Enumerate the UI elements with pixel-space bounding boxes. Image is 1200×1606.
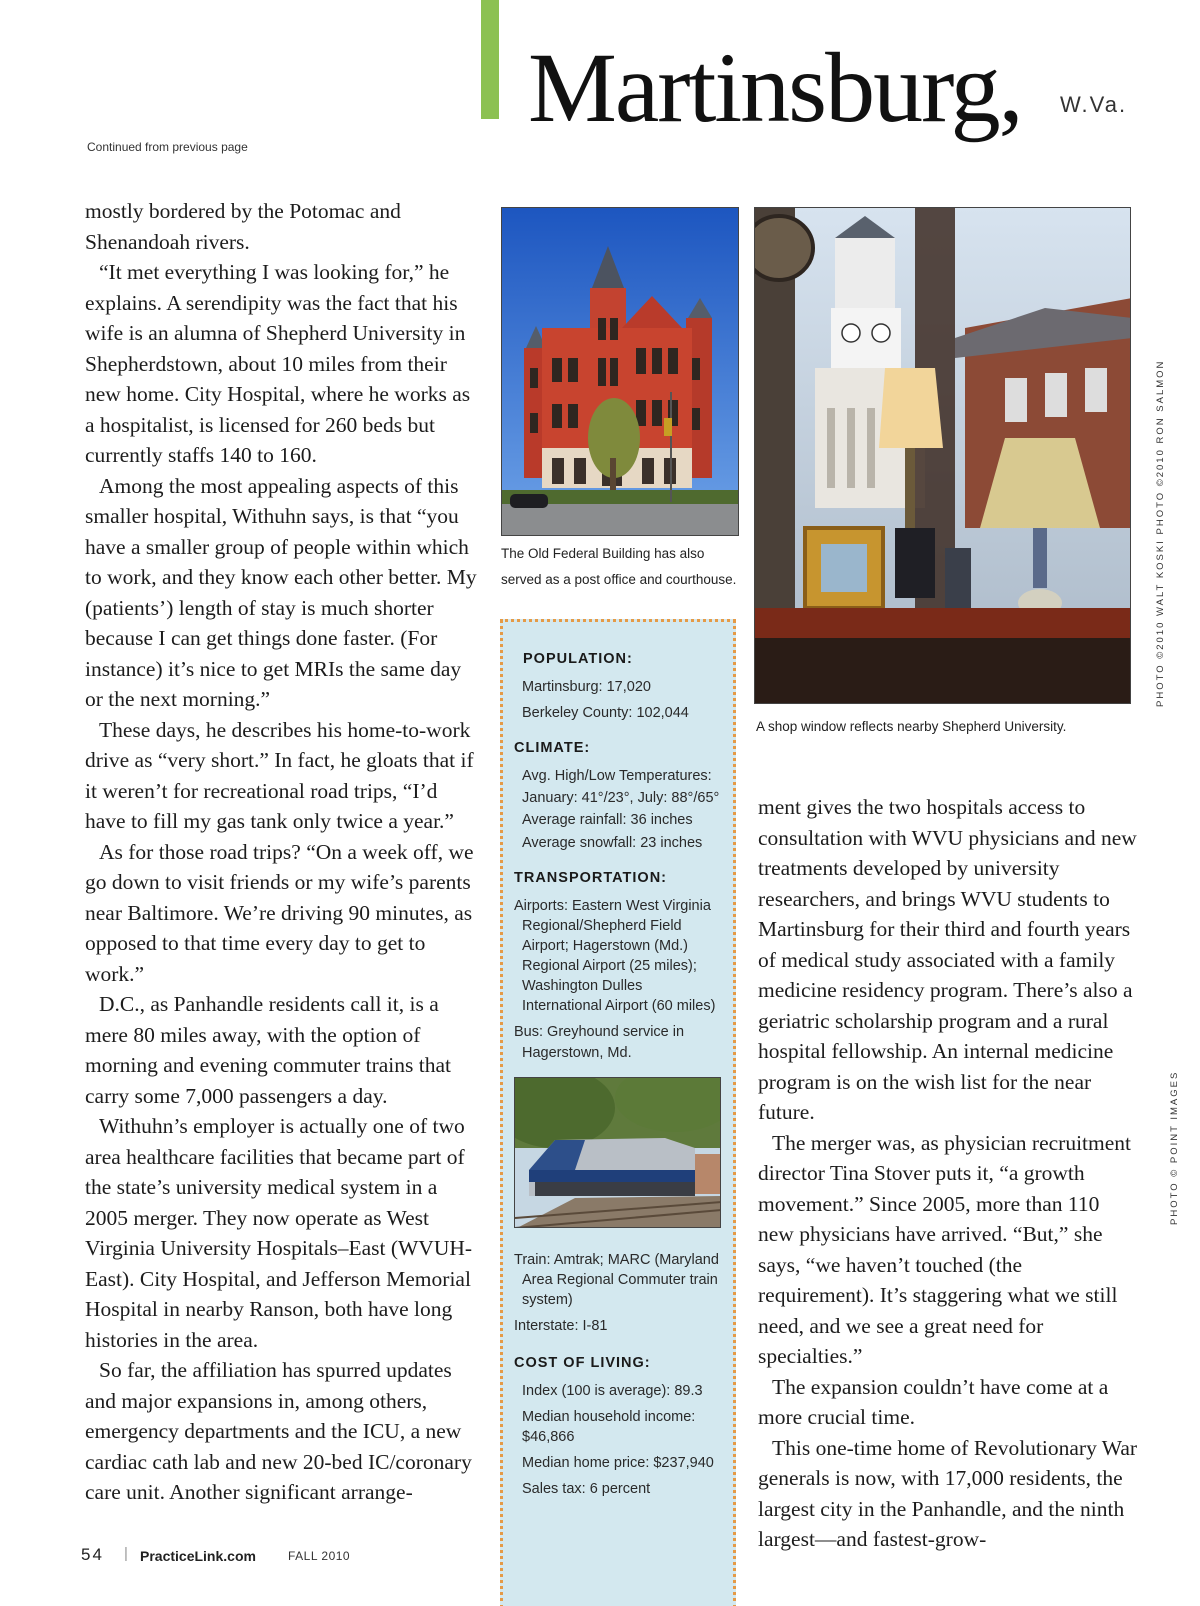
airports-line: Regional/Shepherd Field	[522, 918, 682, 934]
airports-line: Airport; Hagerstown (Md.)	[522, 938, 688, 954]
bus-line: Hagerstown, Md.	[522, 1045, 632, 1061]
train-line: system)	[522, 1292, 573, 1308]
article-paragraph: These days, he describes his home-to-work drive as “very short.” In fact, he gloats that if it weren’t for recreational road trips, “I’d have to fill my gas tank only twice a year.”	[85, 717, 474, 833]
article-paragraph: ment gives the two hospitals access to consultation with WVU physicians and new treatments developed by university researchers, and brings WVU students to Martinsburg for their third and fourth years of medical study associated with a family medicine residency program. There’s also a geriatric scholarship program and a rural hospital fellowship. An internal medicine program is on the wish list for the near future.	[758, 795, 1137, 1124]
article-column-left	[85, 196, 480, 1508]
cost-median-income-label: Median household income:	[522, 1409, 696, 1425]
cost-median-home-price: Median home price: $237,940	[522, 1455, 714, 1471]
photo-credit-shop: PHOTO ©2010 WALT KOSKI PHOTO ©2010 RON SALMON	[1155, 359, 1166, 707]
interstate-line: Interstate: I-81	[514, 1318, 608, 1334]
climate-temps: January: 41°/23°, July: 88°/65°	[522, 790, 720, 806]
airports-line: Washington Dulles	[522, 978, 643, 994]
shop-window-photo	[754, 207, 1131, 704]
article-paragraph: D.C., as Panhandle residents call it, is a mere 80 miles away, with the option of morning and evening commuter trains that carry some 7,000 passengers a day.	[85, 992, 452, 1108]
population-heading: POPULATION:	[523, 651, 633, 667]
transportation-heading: TRANSPORTATION:	[514, 870, 668, 886]
cost-sales-tax: Sales tax: 6 percent	[522, 1481, 651, 1497]
article-paragraph: So far, the affiliation has spurred updates and major expansions in, among others, emergency departments and the ICU, a new cardiac cath lab and new 20-bed IC/coronary care unit. Another significant arrange-	[85, 1358, 472, 1504]
footer-separator: |	[124, 1545, 128, 1562]
train-line: Train: Amtrak; MARC (Maryland	[514, 1252, 719, 1268]
article-paragraph: Among the most appealing aspects of this smaller hospital, Withuhn says, is that “you have a smaller group of people within which to work, and they know each other better. My (patients’) length of stay is much shorter because I can get things done faster. (For instance) it’s nice to get MRIs the same day or the next morning.”	[85, 473, 477, 711]
building-photo-caption	[501, 541, 751, 593]
climate-temps-label: Avg. High/Low Temperatures:	[522, 768, 712, 784]
caption-line: served as a post office and courthouse.	[501, 572, 737, 587]
page-number: 54	[81, 1545, 104, 1564]
cost-index: Index (100 is average): 89.3	[522, 1383, 703, 1399]
article-paragraph: “It met everything I was looking for,” he explains. A serendipity was the fact that his wife is an alumna of Shepherd University in Shepherdstown, about 10 miles from their new home. City Hospital, where he works as a hospitalist, is licensed for 260 beds but currently staffs 140 to 160.	[85, 260, 471, 467]
article-paragraph: As for those road trips? “On a week off, we go down to visit friends or my wife’s parents near Baltimore. We’re driving 90 minutes, as opposed to that time every day to get to work.”	[85, 839, 474, 986]
article-column-right	[758, 792, 1138, 1555]
bus-line: Bus: Greyhound service in	[514, 1024, 685, 1040]
airports-line: International Airport (60 miles)	[522, 998, 716, 1014]
airports-line: Regional Airport (25 miles);	[522, 958, 697, 974]
photo-credit-train: PHOTO © POINT IMAGES	[1169, 1070, 1180, 1225]
amtrak-train-photo	[514, 1077, 721, 1228]
publication-issue: FALL 2010	[288, 1549, 351, 1563]
continued-note: Continued from previous page	[87, 140, 248, 154]
old-federal-building-photo	[501, 207, 739, 536]
article-paragraph: This one-time home of Revolutionary War generals is now, with 17,000 residents, the largest city in the Panhandle, and the ninth largest—and fastest-grow-	[758, 1435, 1138, 1551]
page-title: Martinsburg,	[528, 32, 1022, 143]
population-city: Martinsburg: 17,020	[522, 679, 651, 695]
climate-rainfall: Average rainfall: 36 inches	[522, 812, 693, 828]
article-paragraph: Withuhn’s employer is actually one of two area healthcare facilities that became part of the state’s university medical system in a 2005 merger. They now operate as West Virginia University Hospitals–East (WVUH-East). City Hospital, and Jefferson Memorial Hospital in nearby Ranson, both have long histories in the area.	[85, 1114, 473, 1352]
cost-median-income-value: $46,866	[522, 1429, 575, 1445]
publication-site: PracticeLink.com	[140, 1548, 256, 1564]
caption-line: The Old Federal Building has also	[501, 546, 705, 561]
train-line: Area Regional Commuter train	[522, 1272, 718, 1288]
article-paragraph: The expansion couldn’t have come at a more crucial time.	[758, 1374, 1109, 1429]
article-paragraph: The merger was, as physician recruitment director Tina Stover puts it, “a growth movement.” Since 2005, more than 110 new physicians have arrived. “But,” she says, “we haven’t touched (the requirement). It’s staggering what we still need, and we see a great need for specialties.”	[758, 1130, 1132, 1368]
climate-heading: CLIMATE:	[514, 740, 591, 756]
cost-of-living-heading: COST OF LIVING:	[514, 1355, 651, 1371]
population-county: Berkeley County: 102,044	[522, 705, 689, 721]
airports-line: Airports: Eastern West Virginia	[514, 898, 711, 914]
article-paragraph: mostly bordered by the Potomac and Shenandoah rivers.	[85, 199, 401, 254]
title-accent-bar	[481, 0, 499, 119]
shop-photo-caption: A shop window reflects nearby Shepherd University.	[756, 719, 1067, 734]
climate-snowfall: Average snowfall: 23 inches	[522, 835, 703, 851]
page-title-state: W.Va.	[1060, 92, 1128, 117]
